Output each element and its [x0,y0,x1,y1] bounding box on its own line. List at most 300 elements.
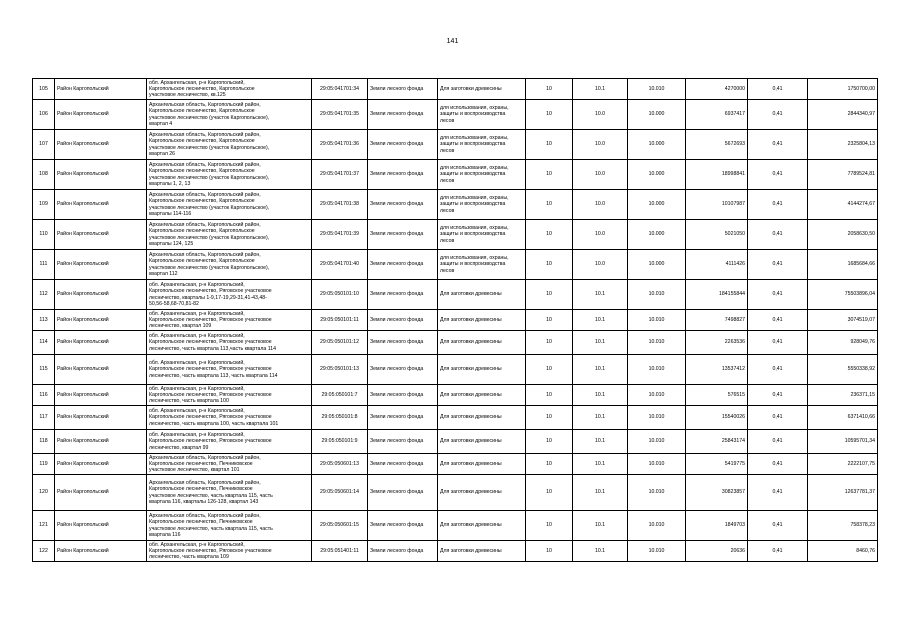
cadastral-value-cell: 2222107,75 [808,454,878,475]
group-code-cell: 10 [526,430,573,454]
land-category-cell: Земли лесного фонда [368,475,438,511]
permitted-use-line: Для заготовки древесины [440,316,502,323]
subgroup-code-cell: 10.1 [573,385,628,406]
permitted-use-line: Для заготовки древесины [440,391,502,398]
subgroup-code-cell: 10.0 [573,220,628,250]
permitted-use-line: лесов [440,237,455,244]
cadastral-value-cell: 2058630,50 [808,220,878,250]
address-line: обл. Архангельская, р-н Каргопольский, [149,282,245,289]
area-cell: 25843174 [686,430,748,454]
cadastral-value-cell: 75503896,04 [808,280,878,310]
row-number-cell: 108 [33,160,55,190]
district-cell: Район Каргопольский [55,79,147,100]
district-cell: Район Каргопольский [55,331,147,355]
table-row [33,160,878,190]
use-code-cell: 10.000 [628,250,686,280]
table-row [33,541,878,562]
permitted-use-cell [438,100,526,130]
address-line: Архангельская область, Каргопольский район, [149,222,261,229]
specific-value-cell: 0,41 [748,160,808,190]
address-line: Архангельская область, Каргопольский район, [149,513,261,520]
address-cell [147,331,312,355]
table-row [33,406,878,430]
group-code-cell: 10 [526,385,573,406]
table-row [33,331,878,355]
cadastral-number-cell: 29:05:041701:35 [312,100,368,130]
subgroup-code-cell: 10.1 [573,475,628,511]
subgroup-code-cell: 10.1 [573,331,628,355]
address-line: лесничество, часть квартала 113, часть квартала 114 [149,372,278,379]
address-line: квартал 112 [149,270,178,277]
address-line: Каргопольское лесничество, Каргопольское [149,228,255,235]
row-number-cell: 121 [33,511,55,541]
address-line: обл. Архангельская, р-н Каргопольский, [149,541,245,548]
table-row [33,430,878,454]
address-line: Архангельская область, Каргопольский район, [149,252,261,259]
land-category-cell: Земли лесного фонда [368,406,438,430]
district-cell: Район Каргопольский [55,406,147,430]
land-category-cell: Земли лесного фонда [368,331,438,355]
address-cell [147,511,312,541]
specific-value-cell: 0,41 [748,511,808,541]
permitted-use-cell [438,406,526,430]
cadastral-number-cell: 29:05:050101:13 [312,355,368,385]
permitted-use-line: для использования, охраны, [440,135,509,142]
address-cell [147,160,312,190]
cadastral-value-cell: 7789524,81 [808,160,878,190]
cadastral-number-cell: 29:05:041701:39 [312,220,368,250]
permitted-use-line: для использования, охраны, [440,165,509,172]
area-cell: 4270000 [686,79,748,100]
group-code-cell: 10 [526,355,573,385]
group-code-cell: 10 [526,160,573,190]
permitted-use-cell [438,160,526,190]
specific-value-cell: 0,41 [748,79,808,100]
land-category-cell: Земли лесного фонда [368,310,438,331]
table-body [33,79,878,562]
table-row [33,475,878,511]
permitted-use-line: защиты и воспроизводства [440,201,506,208]
address-line: участковое лесничество (участок Каргопольское), [149,144,270,151]
address-line: Каргопольское лесничество, Печниковское [149,519,253,526]
area-cell: 20636 [686,541,748,562]
group-code-cell: 10 [526,250,573,280]
address-line: Каргопольское лесничество, Каргопольское [149,138,255,145]
use-code-cell: 10.010 [628,79,686,100]
table-row [33,355,878,385]
cadastral-number-cell: 29:05:041701:37 [312,160,368,190]
use-code-cell: 10.010 [628,475,686,511]
row-number-cell: 107 [33,130,55,160]
address-cell [147,454,312,475]
district-cell: Район Каргопольский [55,511,147,541]
address-cell [147,430,312,454]
address-line: Каргопольское лесничество, Ряговское участковое [149,391,272,398]
cadastral-number-cell: 29:05:050101:10 [312,280,368,310]
specific-value-cell: 0,41 [748,310,808,331]
subgroup-code-cell: 10.1 [573,280,628,310]
address-cell [147,406,312,430]
address-line: Каргопольское лесничество, Каргопольское [149,258,255,265]
group-code-cell: 10 [526,79,573,100]
permitted-use-line: Для заготовки древесины [440,85,502,92]
district-cell: Район Каргопольский [55,100,147,130]
address-cell [147,130,312,160]
use-code-cell: 10.010 [628,454,686,475]
district-cell: Район Каргопольский [55,385,147,406]
specific-value-cell: 0,41 [748,385,808,406]
address-line: Каргопольское лесничество, Каргопольское [149,85,255,92]
land-category-cell: Земли лесного фонда [368,280,438,310]
subgroup-code-cell: 10.1 [573,511,628,541]
address-line: Каргопольское лесничество, Печниковское [149,460,253,467]
row-number-cell: 119 [33,454,55,475]
permitted-use-line: защиты и воспроизводства [440,141,506,148]
land-category-cell: Земли лесного фонда [368,130,438,160]
table-row [33,385,878,406]
group-code-cell: 10 [526,220,573,250]
address-line: участковое лесничество (участок Каргопольское), [149,264,270,271]
district-cell: Район Каргопольский [55,190,147,220]
area-cell: 30823857 [686,475,748,511]
address-line: участковое лесничество (участок Каргопольское), [149,234,270,241]
area-cell: 10107987 [686,190,748,220]
address-line: 50,56-58,68-70,81-82 [149,300,199,307]
specific-value-cell: 0,41 [748,475,808,511]
subgroup-code-cell: 10.1 [573,430,628,454]
area-cell: 15540026 [686,406,748,430]
area-cell: 5672693 [686,130,748,160]
row-number-cell: 120 [33,475,55,511]
address-cell [147,79,312,100]
subgroup-code-cell: 10.0 [573,130,628,160]
area-cell: 13537412 [686,355,748,385]
address-line: Каргопольское лесничество, Ряговское участковое [149,288,272,295]
address-line: Архангельская область, Каргопольский район, [149,192,261,199]
specific-value-cell: 0,41 [748,541,808,562]
address-line: обл. Архангельская, р-н Каргопольский, [149,333,245,340]
permitted-use-line: Для заготовки древесины [440,489,502,496]
area-cell: 576515 [686,385,748,406]
address-line: участковое лесничество, кв.125 [149,92,226,99]
area-cell: 2263536 [686,331,748,355]
land-category-cell: Земли лесного фонда [368,511,438,541]
use-code-cell: 10.000 [628,190,686,220]
group-code-cell: 10 [526,454,573,475]
permitted-use-line: Для заготовки древесины [440,547,502,554]
address-line: обл. Архангельская, р-н Каргопольский, [149,310,245,317]
cadastral-number-cell: 29:05:041701:40 [312,250,368,280]
subgroup-code-cell: 10.1 [573,79,628,100]
use-code-cell: 10.000 [628,100,686,130]
specific-value-cell: 0,41 [748,130,808,160]
cadastral-value-cell: 236371,15 [808,385,878,406]
area-cell: 7498827 [686,310,748,331]
address-line: Каргопольское лесничество, Ряговское участковое [149,316,272,323]
cadastral-number-cell: 29:05:050601:13 [312,454,368,475]
district-cell: Район Каргопольский [55,250,147,280]
page-number: 141 [446,38,459,45]
area-cell: 6937417 [686,100,748,130]
cadastral-value-cell: 12637781,37 [808,475,878,511]
address-line: квартала 116, кварталы 126-128, квартал 143 [149,498,259,505]
area-cell: 18998841 [686,160,748,190]
use-code-cell: 10.010 [628,310,686,331]
specific-value-cell: 0,41 [748,220,808,250]
permitted-use-line: Для заготовки древесины [440,438,502,445]
permitted-use-cell [438,475,526,511]
table-row [33,454,878,475]
address-line: участковое лесничество, квартал 101 [149,467,240,474]
area-cell: 184155844 [686,280,748,310]
specific-value-cell: 0,41 [748,250,808,280]
specific-value-cell: 0,41 [748,280,808,310]
cadastral-value-cell: 928049,76 [808,331,878,355]
specific-value-cell: 0,41 [748,430,808,454]
permitted-use-cell [438,79,526,100]
address-line: лесничество, квартал 99 [149,444,209,451]
cadastral-number-cell: 29:05:050101:11 [312,310,368,331]
district-cell: Район Каргопольский [55,355,147,385]
permitted-use-line: защиты и воспроизводства [440,111,506,118]
group-code-cell: 10 [526,280,573,310]
permitted-use-cell [438,190,526,220]
subgroup-code-cell: 10.0 [573,160,628,190]
table-row [33,130,878,160]
specific-value-cell: 0,41 [748,190,808,220]
address-line: лесничество, часть квартала 100, часть квартала 101 [149,420,279,427]
table-row [33,190,878,220]
row-number-cell: 109 [33,190,55,220]
permitted-use-line: Для заготовки древесины [440,366,502,373]
permitted-use-line: защиты и воспроизводства [440,171,506,178]
permitted-use-line: защиты и воспроизводства [440,261,506,268]
cadastral-value-cell: 2325804,13 [808,130,878,160]
address-line: кварталы 1, 2, 13 [149,180,191,187]
cadastral-number-cell: 29:05:050601:14 [312,475,368,511]
cadastral-number-cell: 29:05:041701:38 [312,190,368,220]
address-line: участковое лесничество (участок Каргопольское), [149,204,270,211]
address-line: Архангельская область, Каргопольский район, [149,132,261,139]
row-number-cell: 118 [33,430,55,454]
district-cell: Район Каргопольский [55,160,147,190]
use-code-cell: 10.010 [628,355,686,385]
address-line: лесничество, кварталы 1-9,17-19,29-31,41-43,48- [149,294,267,301]
address-line: Каргопольское лесничество, Каргопольское [149,168,255,175]
use-code-cell: 10.010 [628,406,686,430]
address-cell [147,190,312,220]
address-line: Архангельская область, Каргопольский район, [149,454,261,461]
district-cell: Район Каргопольский [55,454,147,475]
row-number-cell: 112 [33,280,55,310]
subgroup-code-cell: 10.1 [573,355,628,385]
row-number-cell: 114 [33,331,55,355]
cadastral-value-cell: 1685684,66 [808,250,878,280]
permitted-use-line: Для заготовки древесины [440,414,502,421]
district-cell: Район Каргопольский [55,541,147,562]
permitted-use-line: для использования, охраны, [440,105,509,112]
permitted-use-line: Для заготовки древесины [440,460,502,467]
address-line: Каргопольское лесничество, Каргопольское [149,198,255,205]
group-code-cell: 10 [526,406,573,430]
table-row [33,511,878,541]
land-category-cell: Земли лесного фонда [368,79,438,100]
cadastral-number-cell: 29:05:050601:15 [312,511,368,541]
address-line: Каргопольское лесничество, Ряговское участковое [149,339,272,346]
land-category-cell: Земли лесного фонда [368,454,438,475]
cadastral-value-cell: 8460,76 [808,541,878,562]
land-category-cell: Земли лесного фонда [368,541,438,562]
specific-value-cell: 0,41 [748,454,808,475]
address-line: Каргопольское лесничество, Каргопольское [149,108,255,115]
address-cell [147,541,312,562]
use-code-cell: 10.000 [628,160,686,190]
land-category-cell: Земли лесного фонда [368,220,438,250]
address-line: кварталы 124, 125 [149,240,194,247]
address-cell [147,280,312,310]
area-cell: 5021050 [686,220,748,250]
address-cell [147,475,312,511]
table-row [33,100,878,130]
address-line: участковое лесничество (участок Каргопольское), [149,114,270,121]
address-line: участковое лесничество, часть квартала 115, часть [149,492,273,499]
cadastral-value-cell: 3074519,07 [808,310,878,331]
district-cell: Район Каргопольский [55,130,147,160]
specific-value-cell: 0,41 [748,100,808,130]
address-line: лесничество, часть квартала 100 [149,398,229,405]
table-row [33,250,878,280]
specific-value-cell: 0,41 [748,331,808,355]
use-code-cell: 10.010 [628,430,686,454]
group-code-cell: 10 [526,310,573,331]
row-number-cell: 105 [33,79,55,100]
land-category-cell: Земли лесного фонда [368,355,438,385]
address-line: квартала 116 [149,531,181,538]
group-code-cell: 10 [526,190,573,220]
address-line: обл. Архангельская, р-н Каргопольский, [149,385,245,392]
address-line: Каргопольское лесничество, Ряговское участковое [149,414,272,421]
permitted-use-cell [438,541,526,562]
address-line: обл. Архангельская, р-н Каргопольский, [149,408,245,415]
permitted-use-cell [438,454,526,475]
permitted-use-line: для использования, охраны, [440,225,509,232]
address-line: Каргопольское лесничество, Печниковское [149,486,253,493]
address-line: Архангельская область, Каргопольский район, [149,162,261,169]
permitted-use-line: лесов [440,177,455,184]
area-cell: 5419775 [686,454,748,475]
row-number-cell: 110 [33,220,55,250]
area-cell: 4111426 [686,250,748,280]
permitted-use-line: Для заготовки древесины [440,339,502,346]
cadastral-value-cell: 1750700,00 [808,79,878,100]
address-line: лесничество, часть квартала 113,часть квартала 114 [149,345,277,352]
area-cell: 1849703 [686,511,748,541]
district-cell: Район Каргопольский [55,220,147,250]
permitted-use-cell [438,355,526,385]
subgroup-code-cell: 10.1 [573,310,628,331]
cadastral-number-cell: 29:05:041701:36 [312,130,368,160]
address-line: кварталы 114-116 [149,210,192,217]
use-code-cell: 10.000 [628,130,686,160]
land-category-cell: Земли лесного фонда [368,190,438,220]
permitted-use-line: для использования, охраны, [440,255,509,262]
address-line: Каргопольское лесничество, Ряговское участковое [149,438,272,445]
address-cell [147,250,312,280]
cadastral-number-cell: 29:05:050101:7 [312,385,368,406]
address-line: Архангельская область, Каргопольский район, [149,480,261,487]
address-line: обл. Архангельская, р-н Каргопольский, [149,432,245,439]
group-code-cell: 10 [526,130,573,160]
cadastral-number-cell: 29:05:050101:12 [312,331,368,355]
address-cell [147,100,312,130]
subgroup-code-cell: 10.1 [573,541,628,562]
land-category-cell: Земли лесного фонда [368,100,438,130]
address-cell [147,385,312,406]
use-code-cell: 10.010 [628,280,686,310]
permitted-use-cell [438,310,526,331]
cadastral-value-cell: 4144274,67 [808,190,878,220]
subgroup-code-cell: 10.0 [573,100,628,130]
address-cell [147,220,312,250]
row-number-cell: 116 [33,385,55,406]
permitted-use-cell [438,331,526,355]
permitted-use-cell [438,220,526,250]
group-code-cell: 10 [526,331,573,355]
cadastral-number-cell: 29:05:041701:34 [312,79,368,100]
cadastral-value-cell: 758378,23 [808,511,878,541]
table-row [33,79,878,100]
district-cell: Район Каргопольский [55,475,147,511]
permitted-use-cell [438,511,526,541]
cadastral-number-cell: 29:05:050101:8 [312,406,368,430]
subgroup-code-cell: 10.1 [573,406,628,430]
permitted-use-cell [438,130,526,160]
use-code-cell: 10.000 [628,220,686,250]
permitted-use-cell [438,280,526,310]
row-number-cell: 106 [33,100,55,130]
district-cell: Район Каргопольский [55,430,147,454]
table-row [33,310,878,331]
group-code-cell: 10 [526,475,573,511]
row-number-cell: 111 [33,250,55,280]
land-category-cell: Земли лесного фонда [368,430,438,454]
address-line: участковое лесничество, часть квартала 115, часть [149,525,273,532]
row-number-cell: 122 [33,541,55,562]
permitted-use-line: Для заготовки древесины [440,522,502,529]
permitted-use-cell [438,385,526,406]
address-cell [147,355,312,385]
table-row [33,280,878,310]
cadastral-number-cell: 29:05:051401:11 [312,541,368,562]
cadastral-value-cell: 6371410,66 [808,406,878,430]
district-cell: Район Каргопольский [55,280,147,310]
subgroup-code-cell: 10.1 [573,454,628,475]
address-line: Каргопольское лесничество, Ряговское участковое [149,547,272,554]
address-line: Архангельская область, Каргопольский район, [149,102,261,109]
use-code-cell: 10.010 [628,331,686,355]
subgroup-code-cell: 10.0 [573,250,628,280]
permitted-use-line: защиты и воспроизводства [440,231,506,238]
address-line: Каргопольское лесничество, Ряговское участковое [149,366,272,373]
cadastral-value-cell: 10595701,34 [808,430,878,454]
permitted-use-line: для использования, охраны, [440,195,509,202]
address-line: лесничество, часть квартала 109 [149,554,229,561]
address-cell [147,310,312,331]
permitted-use-cell [438,250,526,280]
land-category-cell: Земли лесного фонда [368,385,438,406]
group-code-cell: 10 [526,511,573,541]
group-code-cell: 10 [526,100,573,130]
